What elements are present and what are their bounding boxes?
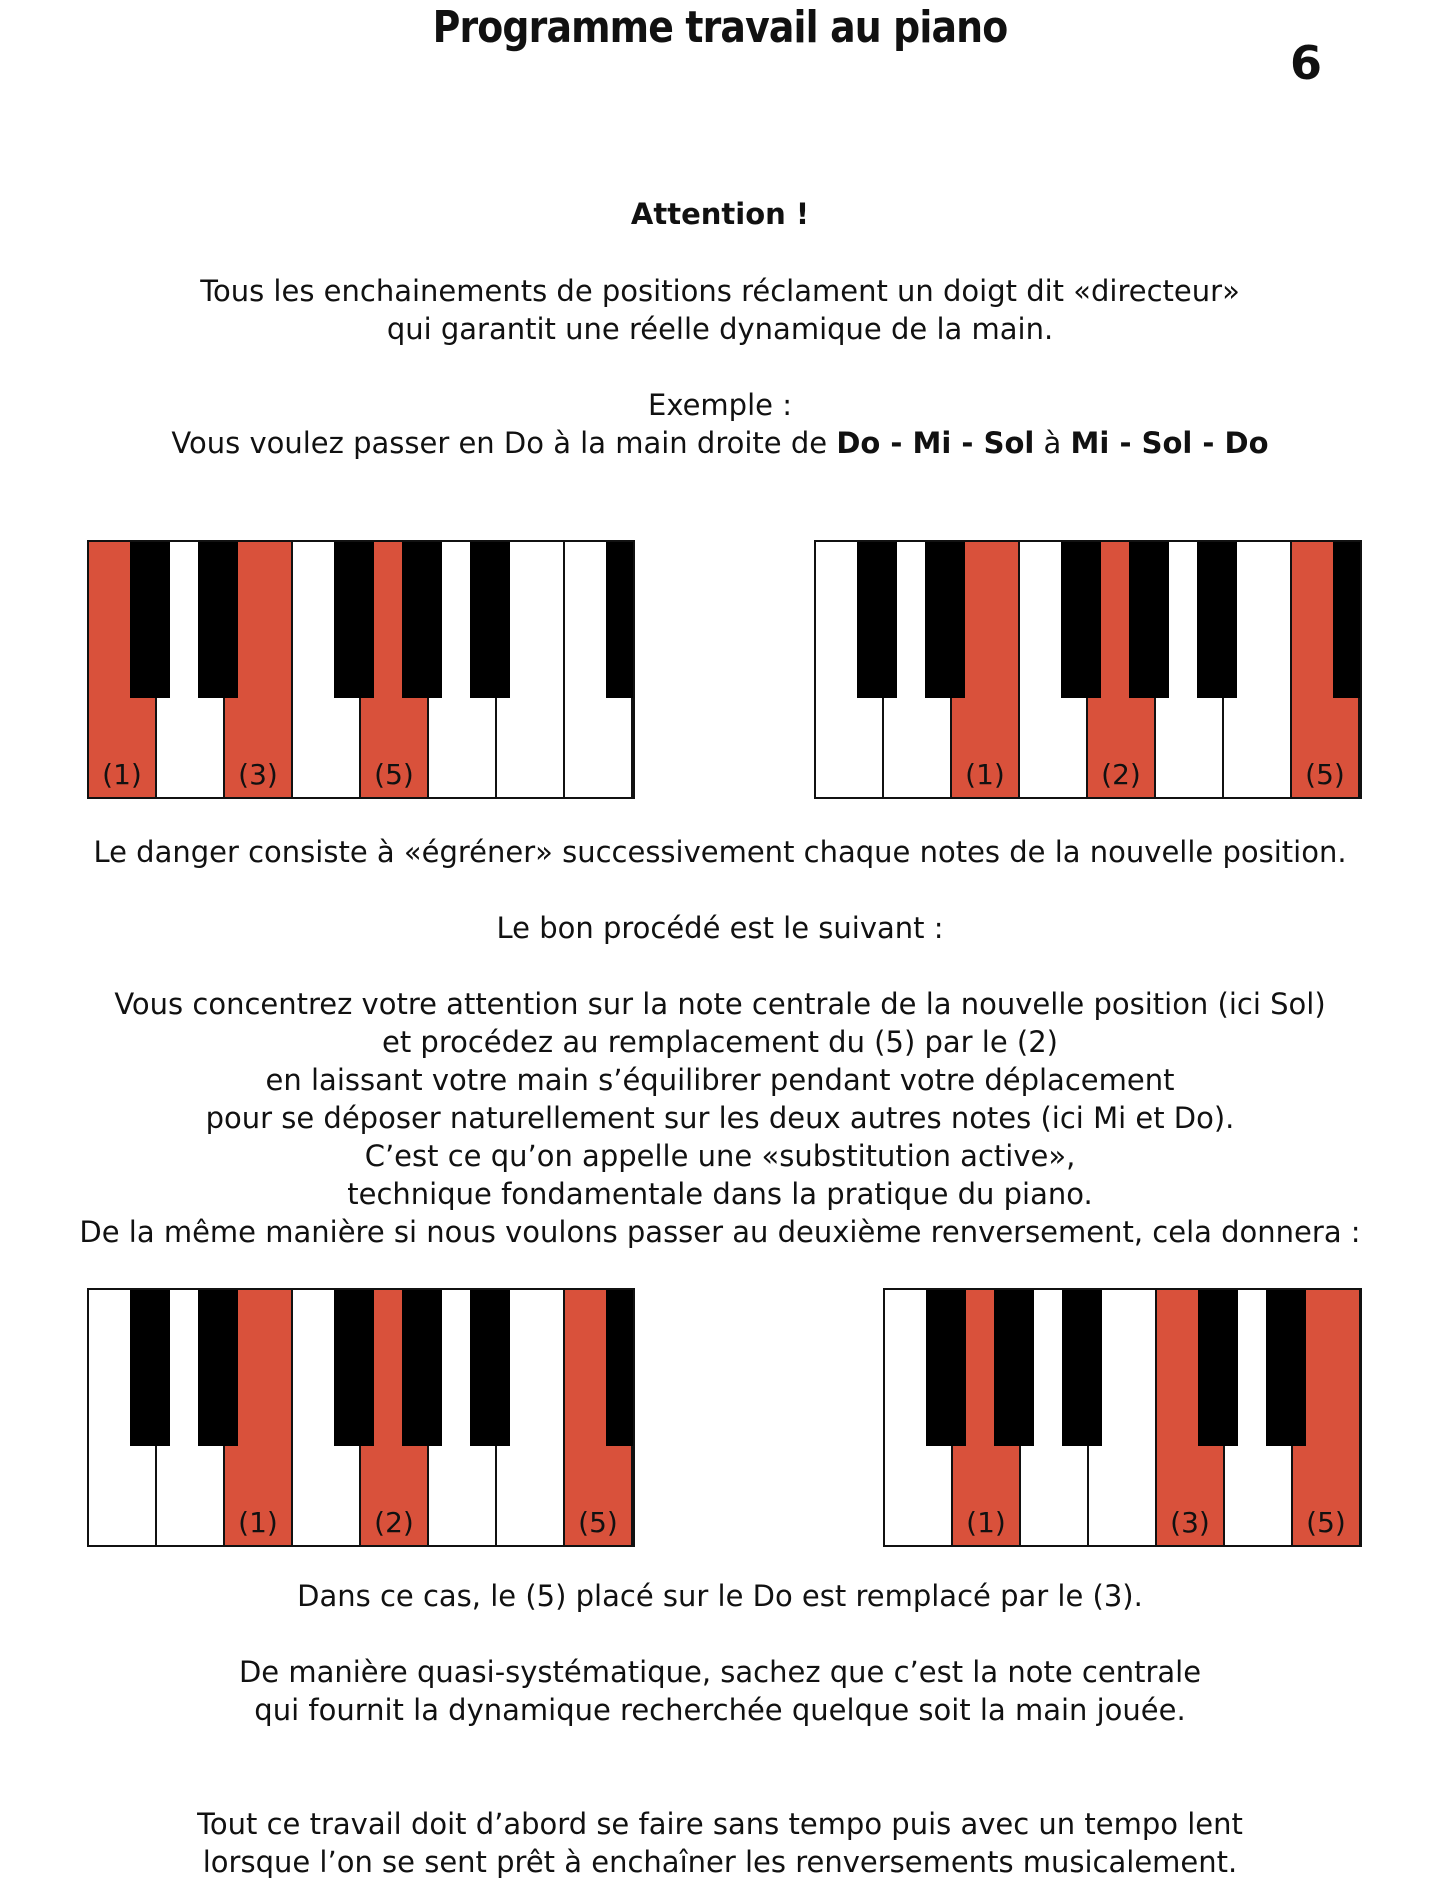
black-key xyxy=(1062,1290,1102,1446)
black-key xyxy=(606,542,633,698)
page-title: Programme travail au piano xyxy=(432,2,1008,53)
keyboard-3 xyxy=(87,1288,635,1547)
explanation-line-5: C’est ce qu’on appelle une «substitution active», xyxy=(364,1139,1076,1173)
final-line-1: Tout ce travail doit d’abord se faire sans tempo puis avec un tempo lent xyxy=(197,1807,1243,1841)
black-key xyxy=(1129,542,1169,698)
black-key xyxy=(857,542,897,698)
intro-line-2: qui garantit une réelle dynamique de la main. xyxy=(386,312,1054,346)
summary-line-2: qui fournit la dynamique recherchée quelque soit la main jouée. xyxy=(254,1693,1186,1727)
page-number: 6 xyxy=(1290,36,1323,90)
summary-line-1: De manière quasi-systématique, sachez que c’est la note centrale xyxy=(238,1655,1202,1689)
case-note: Dans ce cas, le (5) placé sur le Do est remplacé par le (3). xyxy=(297,1579,1143,1613)
example-mid: à xyxy=(1034,426,1071,460)
black-key xyxy=(1197,542,1237,698)
finger-label: (5) xyxy=(374,758,414,791)
finger-label: (5) xyxy=(1306,1506,1346,1539)
finger-label: (3) xyxy=(1170,1506,1210,1539)
finger-label: (1) xyxy=(238,1506,278,1539)
black-key xyxy=(198,1290,238,1446)
black-key xyxy=(606,1290,633,1446)
black-key xyxy=(470,542,510,698)
black-key xyxy=(130,542,170,698)
black-key xyxy=(470,1290,510,1446)
example-prefix: Vous voulez passer en Do à la main droite de xyxy=(171,426,837,460)
finger-label: (2) xyxy=(374,1506,414,1539)
intro-line-1: Tous les enchainements de positions réclament un doigt dit «directeur» xyxy=(200,274,1240,308)
explanation-line-3: en laissant votre main s’équilibrer pendant votre déplacement xyxy=(265,1063,1175,1097)
danger-text: Le danger consiste à «égréner» successivement chaque notes de la nouvelle position. xyxy=(93,835,1347,869)
explanation-line-7: De la même manière si nous voulons passer au deuxième renversement, cela donnera : xyxy=(79,1215,1361,1249)
finger-label: (3) xyxy=(238,758,278,791)
final-line-2: lorsque l’on se sent prêt à enchaîner les renversements musicalement. xyxy=(202,1845,1238,1879)
explanation-line-2: et procédez au remplacement du (5) par le (2) xyxy=(382,1025,1058,1059)
finger-label: (2) xyxy=(1101,758,1141,791)
black-key xyxy=(334,1290,374,1446)
keyboard-1 xyxy=(87,540,635,799)
explanation-line-6: technique fondamentale dans la pratique du piano. xyxy=(347,1177,1093,1211)
black-key xyxy=(926,1290,966,1446)
finger-label: (1) xyxy=(102,758,142,791)
finger-label: (5) xyxy=(578,1506,618,1539)
good-process-text: Le bon procédé est le suivant : xyxy=(496,911,944,945)
finger-label: (1) xyxy=(966,1506,1006,1539)
attention-heading: Attention ! xyxy=(630,197,810,231)
black-key xyxy=(130,1290,170,1446)
keyboard-2 xyxy=(814,540,1362,799)
black-key xyxy=(1333,542,1360,698)
black-key xyxy=(402,542,442,698)
black-key xyxy=(925,542,965,698)
example-to: Mi - Sol - Do xyxy=(1070,426,1269,460)
example-from: Do - Mi - Sol xyxy=(836,426,1035,460)
finger-label: (5) xyxy=(1305,758,1345,791)
black-key xyxy=(402,1290,442,1446)
example-line xyxy=(0,424,1440,462)
finger-label: (1) xyxy=(965,758,1005,791)
black-key xyxy=(334,542,374,698)
example-label: Exemple : xyxy=(648,388,792,422)
black-key xyxy=(1266,1290,1306,1446)
black-key xyxy=(994,1290,1034,1446)
black-key xyxy=(1061,542,1101,698)
black-key xyxy=(198,542,238,698)
explanation-line-4: pour se déposer naturellement sur les deux autres notes (ici Mi et Do). xyxy=(205,1101,1235,1135)
black-key xyxy=(1198,1290,1238,1446)
keyboard-4 xyxy=(883,1288,1362,1547)
explanation-line-1: Vous concentrez votre attention sur la note centrale de la nouvelle position (ici Sol) xyxy=(114,987,1326,1021)
